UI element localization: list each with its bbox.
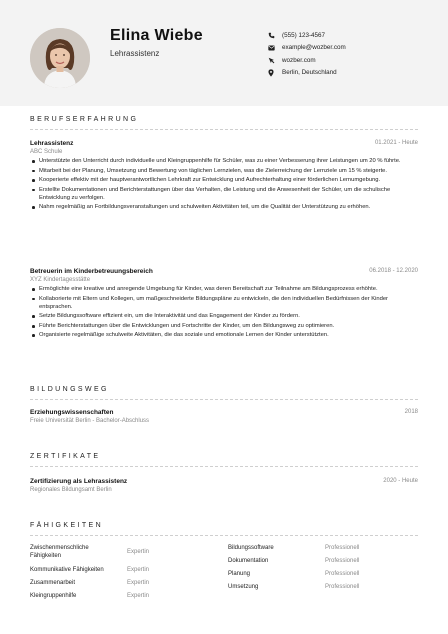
job-1-company: ABC Schule <box>30 149 63 155</box>
contact-list <box>268 29 346 79</box>
job-2-date: 06.2018 - 12.2020 <box>369 268 418 274</box>
list-item: Kollaborierte mit Eltern und Kollegen, um maßgeschneiderte Bildungspläne zu entwickeln, die den individuellen Bedürfnissen der Kinder entsprachen. <box>30 295 422 312</box>
skill-left-4: Kleingruppenhilfe <box>30 593 77 599</box>
contact-email <box>268 42 346 55</box>
list-item: Kooperierte effektiv mit der hauptverantwortlichen Lehrkraft zur Entwicklung und Aufrechterhaltung einer förderlichen Lernumgebung. <box>30 176 422 184</box>
education-institution: Freie Universität Berlin - Bachelor-Abschluss <box>30 418 150 424</box>
list-item: Ermöglichte eine kreative und anregende Umgebung für Kinder, was deren Bereitschaft zur Teilnahme am Bildungsprozess erhöhte. <box>30 285 422 293</box>
skill-left-3: Zusammenarbeit <box>30 580 76 586</box>
skill-right-4: Umsetzung <box>228 584 259 590</box>
job-1-date: 01.2021 - Heute <box>374 140 418 146</box>
contact-website-text: wozber.com <box>282 56 316 64</box>
skill-right-2-level: Professionell <box>325 558 360 564</box>
email-icon <box>268 45 282 51</box>
list-item: Führte Berichterstattungen über die Entwicklungen und Fortschritte der Kinder, um den Bildungsweg zu optimieren. <box>30 322 422 330</box>
skill-left-2: Kommunikative Fähigkeiten <box>30 567 104 573</box>
skill-left-1: Zwischenmenschliche Fähigkeiten <box>30 545 89 559</box>
education-heading: BILDUNGSWEG <box>30 386 109 393</box>
list-item: Erstellte Dokumentationen und Berichterstattungen über das Verhalten, die Leistung und die Anwesenheit der Schüler, um die schulische Entwicklung zu verfolgen. <box>30 186 422 203</box>
list-item: Setzte Bildungssoftware effizient ein, um die Interaktivität und das Engagement der Kinder zu fördern. <box>30 312 422 320</box>
skill-left-1-level: Expertin <box>127 549 150 555</box>
skill-right-1-level: Professionell <box>325 545 360 551</box>
education-date: 2018 <box>404 409 418 415</box>
list-item: Unterstützte den Unterricht durch individuelle und Kleingruppenhilfe für Schüler, was zu einer Verbesserung ihrer Leistungen um 20 % führte. <box>30 157 422 165</box>
certificate-title: Zertifizierung als Lehrassistenz <box>30 478 128 485</box>
certificates-heading: ZERTIFIKATE <box>30 453 101 460</box>
skill-right-3: Planung <box>228 571 251 577</box>
experience-divider <box>30 129 418 130</box>
certificate-date: 2020 - Heute <box>383 478 418 484</box>
skill-left-2-level: Expertin <box>127 567 150 573</box>
contact-email-text: example@wozber.com <box>282 44 346 52</box>
job-2-title: Betreuerin im Kinderbetreuungsbereich <box>30 268 153 275</box>
job-1-bullets <box>30 157 422 213</box>
contact-location <box>268 67 346 80</box>
skill-left-4-level: Expertin <box>127 593 150 599</box>
skills-divider <box>30 535 418 536</box>
contact-location-text: Berlin, Deutschland <box>282 69 337 77</box>
certificate-issuer: Regionales Bildungsamt Berlin <box>30 487 112 493</box>
skill-right-1: Bildungssoftware <box>228 545 274 551</box>
contact-website <box>268 54 346 67</box>
job-2-company: XYZ Kindertagesstätte <box>30 277 91 283</box>
website-icon <box>268 57 282 64</box>
skills-heading: FÄHIGKEITEN <box>30 522 104 529</box>
location-icon <box>268 69 282 77</box>
list-item: Organisierte regelmäßige schulweite Aktivitäten, die das soziale und emotionale Lernen der Kinder unterstützten. <box>30 331 422 339</box>
skill-right-2: Dokumentation <box>228 558 269 564</box>
skill-right-4-level: Professionell <box>325 584 360 590</box>
experience-heading: BERUFSERFAHRUNG <box>30 116 139 123</box>
certificates-divider <box>30 466 418 467</box>
education-title: Erziehungswissenschaften <box>30 409 114 416</box>
education-divider <box>30 399 418 400</box>
job-2-bullets <box>30 285 422 341</box>
job-1-title: Lehrassistenz <box>30 140 74 147</box>
candidate-title: Lehrassistenz <box>110 49 160 58</box>
contact-phone <box>268 29 346 42</box>
list-item: Mitarbeit bei der Planung, Umsetzung und Bewertung von täglichen Lernzielen, was die Zielerreichung der Lernziele um 15 % steigerte. <box>30 167 422 175</box>
phone-icon <box>268 32 282 39</box>
avatar <box>30 28 90 88</box>
resume-header <box>0 0 448 106</box>
skill-left-3-level: Expertin <box>127 580 150 586</box>
contact-phone-text: (555) 123-4567 <box>282 31 326 39</box>
skill-right-3-level: Professionell <box>325 571 360 577</box>
candidate-name: Elina Wiebe <box>110 27 203 44</box>
list-item: Nahm regelmäßig an Fortbildungsveranstaltungen und schulweiten Aktivitäten teil, um die Qualität der Unterstützung zu erhöhen. <box>30 203 422 211</box>
